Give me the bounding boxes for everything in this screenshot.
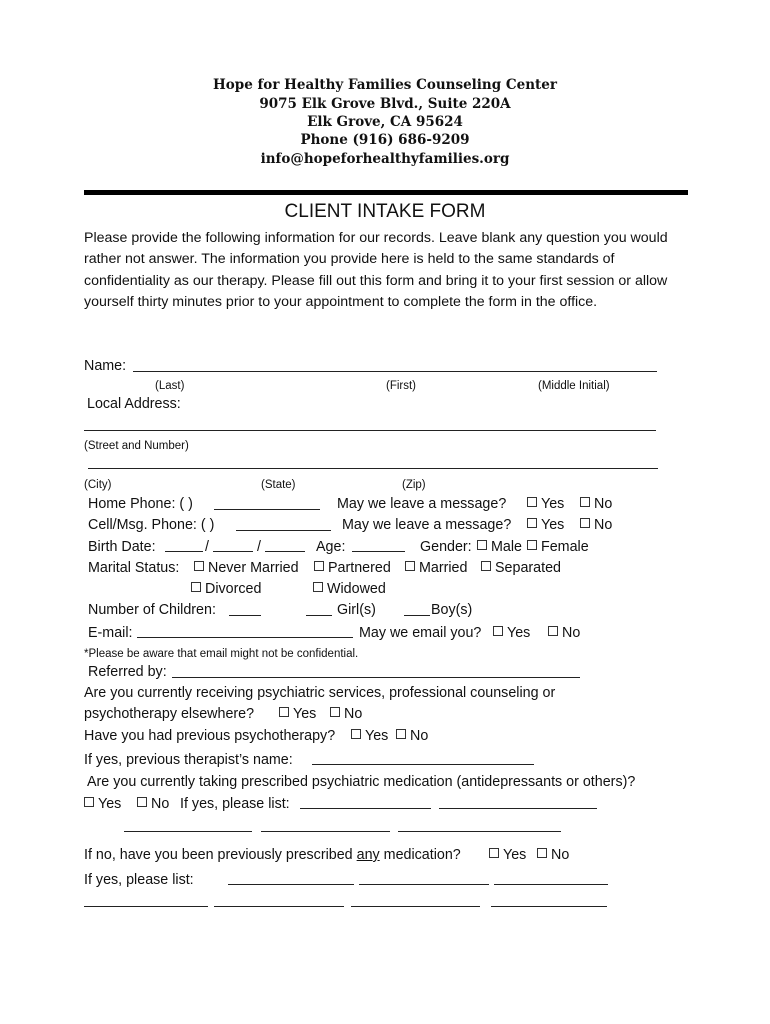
never-married-option[interactable]: Never Married [194, 559, 299, 577]
city-state-zip-input[interactable] [88, 468, 658, 469]
birth-day-input[interactable] [213, 551, 253, 552]
previous-therapy-question: Have you had previous psychotherapy? [84, 728, 336, 744]
may-email-no[interactable]: No [548, 624, 580, 642]
previous-medication-input-6[interactable] [351, 906, 480, 907]
may-email-yes[interactable]: Yes [493, 624, 530, 642]
previous-medication-input-4[interactable] [84, 906, 208, 907]
medication-list-input-3[interactable] [124, 831, 252, 832]
checkbox-icon [279, 707, 289, 717]
medication-question: Are you currently taking prescribed psychiatric medication (antidepressants or others)? [87, 774, 636, 790]
email-input[interactable] [137, 637, 353, 638]
checkbox-icon [313, 582, 323, 592]
medication-list-input-2[interactable] [439, 808, 597, 809]
checkbox-icon [580, 518, 590, 528]
age-input[interactable] [352, 551, 405, 552]
org-name: Hope for Healthy Families Counseling Center [213, 77, 557, 93]
checkbox-icon [548, 626, 558, 636]
name-input[interactable] [133, 371, 657, 372]
previous-medication-input-7[interactable] [491, 906, 607, 907]
org-address-line2: Elk Grove, CA 95624 [307, 114, 463, 130]
last-name-caption: (Last) [155, 380, 185, 392]
checkbox-icon [351, 729, 361, 739]
home-phone-input[interactable] [214, 509, 320, 510]
checkbox-icon [477, 540, 487, 550]
medication-yes[interactable]: Yes [84, 795, 121, 813]
birth-date-slash: / [257, 539, 261, 555]
services-question-line1: Are you currently receiving psychiatric services, professional counseling or [84, 685, 556, 701]
previous-medication-yes[interactable]: Yes [489, 846, 526, 864]
gender-male-option[interactable]: Male [477, 538, 522, 556]
checkbox-icon [527, 518, 537, 528]
may-email-label: May we email you? [359, 625, 482, 641]
boys-label: Boy(s) [431, 602, 473, 618]
married-option[interactable]: Married [405, 559, 467, 577]
cell-message-yes[interactable]: Yes [527, 516, 564, 534]
children-count-label: Number of Children: [88, 602, 216, 618]
checkbox-icon [537, 848, 547, 858]
street-caption: (Street and Number) [84, 440, 189, 452]
home-phone-label: Home Phone: ( ) [88, 496, 193, 512]
checkbox-icon [493, 626, 503, 636]
local-address-label: Local Address: [87, 396, 181, 412]
services-no[interactable]: No [330, 705, 362, 723]
form-intro: Please provide the following information for our records. Leave blank any question you would rather not answer. The information you provide here is held to the same standards of confidentiality as our therapy. Please fill out this form and bring it to your first session or allow yourself thirty minutes prior to your appointment to complete the form in the office. [84, 230, 668, 310]
referred-by-input[interactable] [172, 677, 580, 678]
medication-list-input-1[interactable] [300, 808, 431, 809]
birth-date-slash: / [205, 539, 209, 555]
cell-phone-input[interactable] [236, 530, 331, 531]
org-phone: Phone (916) 686-9209 [300, 132, 470, 148]
checkbox-icon [191, 582, 201, 592]
birth-date-label: Birth Date: [88, 539, 156, 555]
cell-message-no[interactable]: No [580, 516, 612, 534]
previous-medication-no[interactable]: No [537, 846, 569, 864]
previous-medication-input-5[interactable] [214, 906, 344, 907]
boys-count-input[interactable] [404, 615, 430, 616]
medication-list-label: If yes, please list: [180, 796, 290, 812]
home-leave-message-label: May we leave a message? [337, 496, 507, 512]
name-label: Name: [84, 358, 127, 374]
middle-initial-caption: (Middle Initial) [538, 380, 610, 392]
previous-medication-input-2[interactable] [359, 884, 489, 885]
street-input[interactable] [84, 430, 656, 431]
checkbox-icon [194, 561, 204, 571]
previous-medication-input-3[interactable] [494, 884, 608, 885]
form-title: CLIENT INTAKE FORM [284, 201, 486, 222]
medication-list-input-4[interactable] [261, 831, 390, 832]
org-address-line1: 9075 Elk Grove Blvd., Suite 220A [259, 96, 511, 112]
previous-therapist-label: If yes, previous therapist’s name: [84, 752, 293, 768]
separated-option[interactable]: Separated [481, 559, 561, 577]
checkbox-icon [527, 540, 537, 550]
checkbox-icon [84, 797, 94, 807]
previous-therapy-no[interactable]: No [396, 727, 428, 745]
previous-medication-input-1[interactable] [228, 884, 354, 885]
services-yes[interactable]: Yes [279, 705, 316, 723]
checkbox-icon [489, 848, 499, 858]
first-name-caption: (First) [386, 380, 417, 392]
checkbox-icon [405, 561, 415, 571]
checkbox-icon [580, 497, 590, 507]
medication-list-input-5[interactable] [398, 831, 561, 832]
referred-by-label: Referred by: [88, 664, 167, 680]
home-message-no[interactable]: No [580, 495, 612, 513]
city-caption: (City) [84, 479, 112, 491]
children-count-input[interactable] [229, 615, 261, 616]
gender-label: Gender: [420, 539, 472, 555]
previous-therapy-yes[interactable]: Yes [351, 727, 388, 745]
age-label: Age: [316, 539, 346, 555]
birth-month-input[interactable] [165, 551, 203, 552]
divorced-option[interactable]: Divorced [191, 580, 261, 598]
previous-therapist-input[interactable] [312, 764, 534, 765]
email-confidentiality-note: *Please be aware that email might not be confidential. [84, 648, 359, 660]
checkbox-icon [330, 707, 340, 717]
previous-medication-list-label: If yes, please list: [84, 872, 194, 888]
checkbox-icon [314, 561, 324, 571]
gender-female-option[interactable]: Female [527, 538, 589, 556]
cell-phone-label: Cell/Msg. Phone: ( ) [88, 517, 215, 533]
cell-leave-message-label: May we leave a message? [342, 517, 512, 533]
marital-status-label: Marital Status: [88, 560, 180, 576]
partnered-option[interactable]: Partnered [314, 559, 391, 577]
org-email: info@hopeforhealthyfamilies.org [260, 151, 510, 167]
checkbox-icon [527, 497, 537, 507]
state-caption: (State) [261, 479, 296, 491]
medication-no[interactable]: No [137, 795, 169, 813]
girls-count-input[interactable] [306, 615, 332, 616]
header-divider [84, 190, 688, 195]
checkbox-icon [481, 561, 491, 571]
home-message-yes[interactable]: Yes [527, 495, 564, 513]
zip-caption: (Zip) [402, 479, 426, 491]
checkbox-icon [396, 729, 406, 739]
birth-year-input[interactable] [265, 551, 305, 552]
checkbox-icon [137, 797, 147, 807]
services-question-line2: psychotherapy elsewhere? [84, 706, 255, 722]
widowed-option[interactable]: Widowed [313, 580, 386, 598]
previous-medication-question: If no, have you been previously prescribed any medication? [84, 847, 461, 863]
email-label: E-mail: [88, 625, 133, 641]
girls-label: Girl(s) [337, 602, 376, 618]
